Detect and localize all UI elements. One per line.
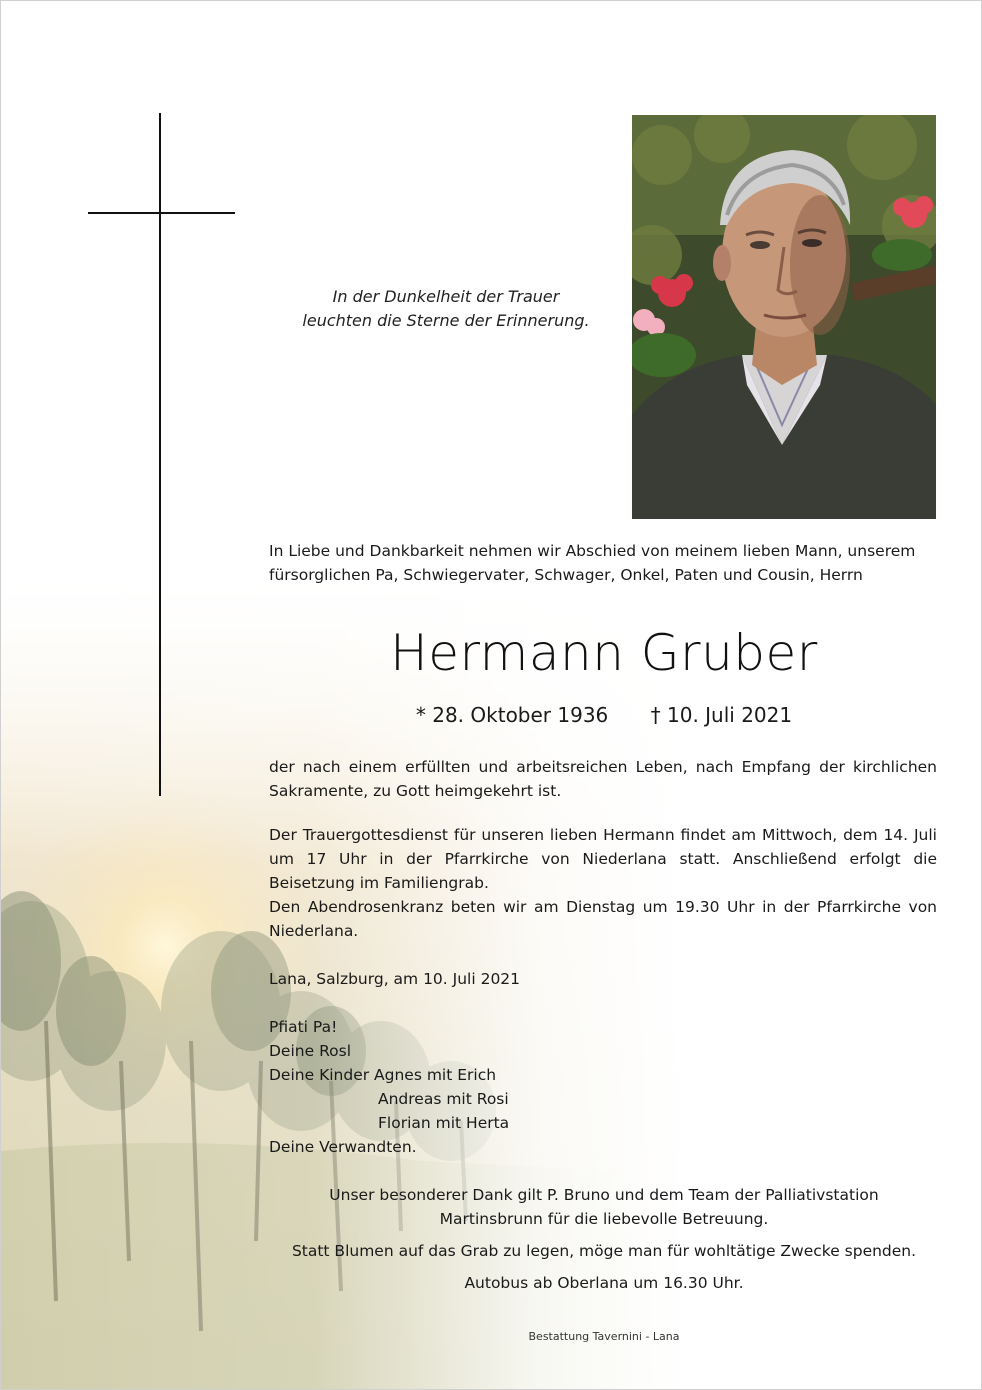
memorial-quote (271, 285, 621, 333)
wife-line: Deine Rosl (269, 1042, 352, 1060)
children-line-1: Deine Kinder Agnes mit Erich (269, 1066, 497, 1084)
portrait-photo (632, 115, 936, 519)
cross-icon (159, 113, 161, 796)
undertaker-credit: Bestattung Tavernini - Lana (528, 1330, 680, 1343)
place-and-date: Lana, Salzburg, am 10. Juli 2021 (269, 970, 521, 988)
bus-note: Autobus ab Oberlana um 16.30 Uhr. (464, 1274, 744, 1292)
thanks-note (269, 1183, 939, 1231)
intro-line-1: In Liebe und Dankbarkeit nehmen wir Abschied von meinem lieben Mann, unserem (269, 542, 916, 560)
intro-line-2: fürsorglichen Pa, Schwiegervater, Schwager, Onkel, Paten und Cousin, Herrn (269, 566, 863, 584)
paragraph-returned-home: der nach einem erfüllten und arbeitsreichen Leben, nach Empfang der kirchlichen Sakramente, zu Gott heimgekehrt ist. (269, 758, 937, 800)
relatives-line: Deine Verwandten. (269, 1138, 417, 1156)
funeral-service-text: Der Trauergottesdienst für unseren lieben Hermann findet am Mittwoch, dem 14. Juli um 17 Uhr in der Pfarrkirche von Niederlana statt. Anschließend erfolgt die Beisetzung im Familiengrab. (269, 826, 937, 892)
thanks-line-1: Unser besonderer Dank gilt P. Bruno und dem Team der Palliativstation (329, 1186, 879, 1204)
family-signoff (269, 1015, 509, 1159)
rosary-text: Den Abendrosenkranz beten wir am Dienstag um 19.30 Uhr in der Pfarrkirche von Niederlana. (269, 898, 937, 940)
donation-note: Statt Blumen auf das Grab zu legen, möge man für wohltätige Zwecke spenden. (291, 1242, 917, 1260)
paragraph-funeral-details (269, 823, 937, 943)
cross-bar (88, 212, 235, 214)
farewell-line: Pfiati Pa! (269, 1018, 338, 1036)
life-dates (269, 701, 939, 729)
intro-text (269, 539, 939, 587)
children-line-2: Andreas mit Rosi (378, 1090, 509, 1108)
quote-line-1: In der Dunkelheit der Trauer (332, 287, 560, 306)
thanks-line-2: Martinsbrunn für die liebevolle Betreuung. (439, 1210, 769, 1228)
deceased-name: Hermann Gruber (390, 624, 818, 682)
children-line-3: Florian mit Herta (378, 1114, 510, 1132)
death-date: † 10. Juli 2021 (650, 703, 793, 727)
birth-date: * 28. Oktober 1936 (415, 703, 609, 727)
quote-line-2: leuchten die Sterne der Erinnerung. (302, 311, 590, 330)
